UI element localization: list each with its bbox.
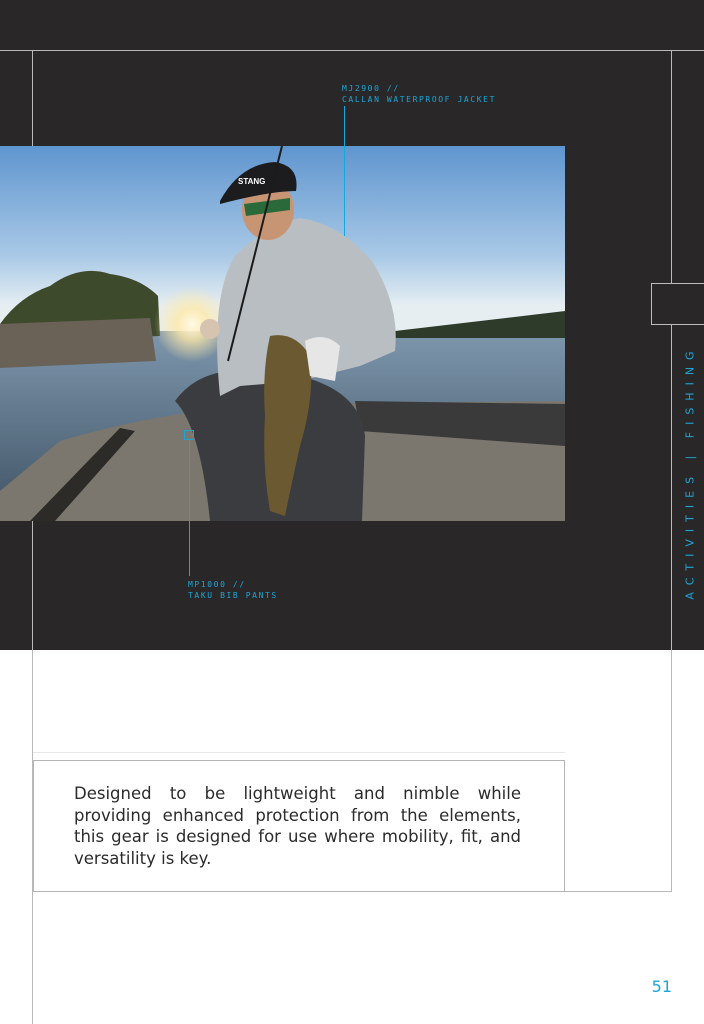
right-frame-rule [671, 50, 672, 892]
rocky-shore [0, 318, 156, 368]
fishing-photo [0, 146, 565, 521]
page-number: 51 [651, 977, 672, 996]
pants-callout [188, 579, 278, 601]
pants-callout-marker [184, 430, 194, 440]
top-rule [0, 50, 704, 51]
section-tab [651, 283, 704, 325]
angler-hand [200, 319, 220, 339]
pants-product-code: MP1000 // [188, 580, 246, 589]
jacket-product-code: MJ2900 // [342, 84, 400, 93]
pants-callout-line [189, 440, 190, 576]
cap-logo-text: STANG [238, 177, 266, 186]
middle-rule [33, 752, 565, 753]
jacket-product-name: CALLAN WATERPROOF JACKET [342, 95, 496, 104]
jacket-callout-line [344, 106, 345, 236]
pants-product-name: TAKU BIB PANTS [188, 591, 278, 600]
description-text: Designed to be lightweight and nimble while providing enhanced protection from the elements, this gear is designed for use where mobility, fit, and versatility is key. [74, 784, 521, 868]
jacket-callout [342, 83, 496, 105]
glove-hand [305, 337, 340, 381]
section-label: ACTIVITIES | FISHING [683, 344, 697, 600]
